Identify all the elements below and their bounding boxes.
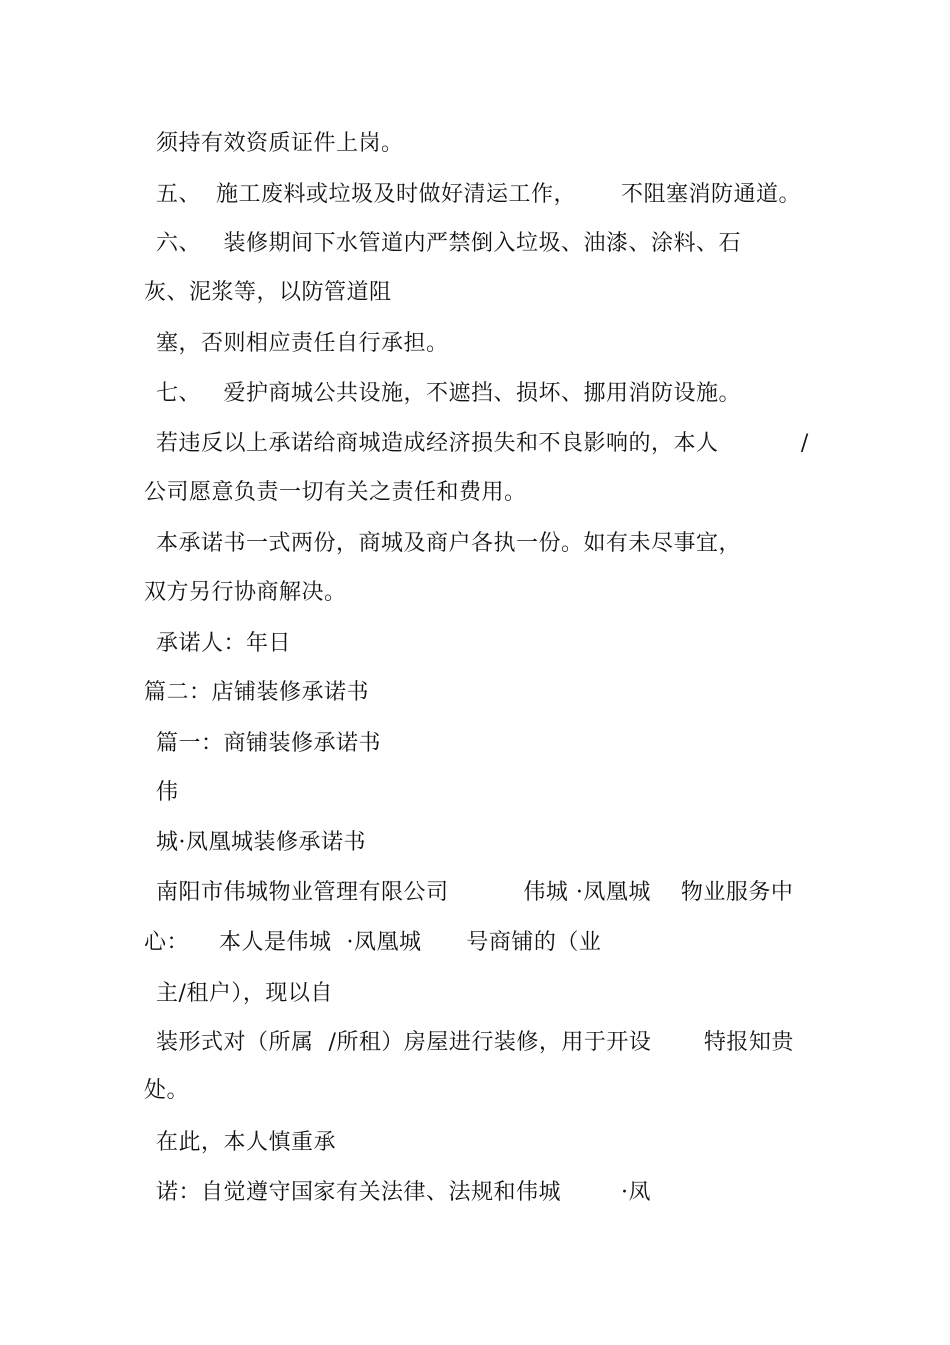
text-line: 主/租户），现以自	[156, 981, 333, 1006]
section-heading: 篇二：店铺装修承诺书	[144, 680, 370, 705]
text-line: 伟	[156, 780, 179, 805]
text-line: 心： 本人是伟城 ·凤凰城 号商铺的（业	[144, 930, 602, 955]
text-line: 双方另行协商解决。	[144, 580, 347, 605]
text-line: 本承诺书一式两份，商城及商户各执一份。如有未尽事宜，	[156, 531, 742, 556]
text-line: 诺：自觉遵守国家有关法律、法规和伟城 ·凤	[156, 1180, 651, 1205]
document-title: 城·凤凰城装修承诺书	[156, 830, 366, 855]
text-line: 五、 施工废料或垃圾及时做好清运工作， 不阻塞消防通道。	[156, 182, 801, 207]
section-heading: 篇一：商铺装修承诺书	[156, 731, 382, 756]
text-line: 灰、泥浆等，以防管道阻	[144, 280, 392, 305]
text-line: 塞，否则相应责任自行承担。	[156, 331, 449, 356]
text-line: 处。	[144, 1078, 190, 1103]
text-line: 七、 爱护商城公共设施，不遮挡、损坏、挪用消防设施。	[156, 381, 741, 406]
text-line: 六、 装修期间下水管道内严禁倒入垃圾、油漆、涂料、石	[156, 231, 741, 256]
text-line: 须持有效资质证件上岗。	[156, 131, 404, 156]
text-line: 南阳市伟城物业管理有限公司 伟城 ·凤凰城 物业服务中	[156, 880, 794, 905]
text-line: 装形式对（所属 /所租）房屋进行装修，用于开设 特报知贵	[156, 1030, 794, 1055]
text-line: 公司愿意负责一切有关之责任和费用。	[144, 480, 527, 505]
text-line: 承诺人：年日	[156, 631, 292, 656]
text-line: 在此，本人慎重承	[156, 1130, 337, 1155]
text-line: 若违反以上承诺给商城造成经济损失和不良影响的，本人 /	[156, 431, 809, 456]
